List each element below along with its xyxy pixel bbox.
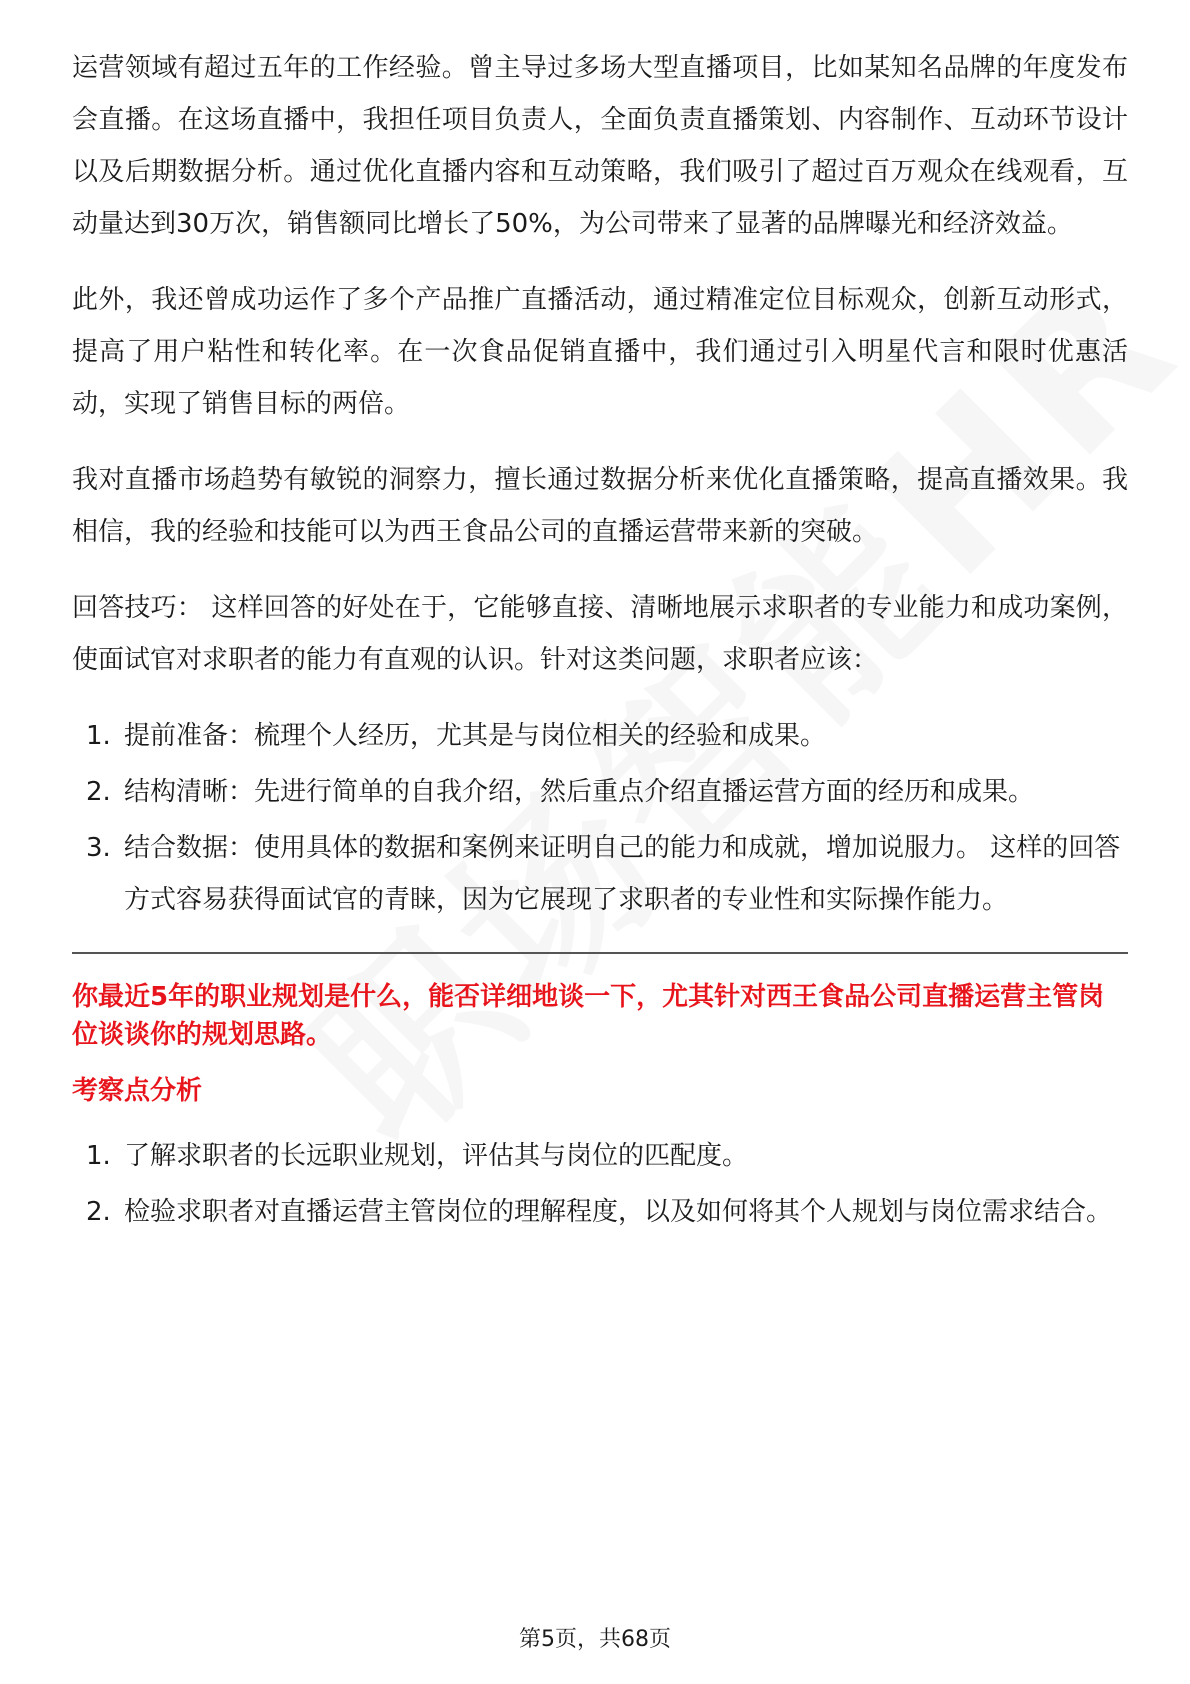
analysis-list <box>72 1130 1128 1238</box>
list-item <box>72 822 1128 926</box>
list-number: 2. <box>86 1197 111 1227</box>
list-item <box>72 1186 1128 1238</box>
list-text: 了解求职者的长远职业规划，评估其与岗位的匹配度。 <box>124 1141 749 1171</box>
list-text: 结构清晰：先进行简单的自我介绍，然后重点介绍直播运营方面的经历和成果。 <box>124 777 1035 807</box>
list-number: 1. <box>86 721 111 751</box>
paragraph-answer-tips: 回答技巧： 这样回答的好处在于，它能够直接、清晰地展示求职者的专业能力和成功案例，使面试官对求职者的能力有直观的认识。针对这类问题，求职者应该： <box>72 593 1128 675</box>
analysis-title: 考察点分析 <box>72 1076 203 1106</box>
list-text: 提前准备：梳理个人经历，尤其是与岗位相关的经验和成果。 <box>124 721 827 751</box>
list-number: 1. <box>86 1141 111 1171</box>
paragraph-insight: 我对直播市场趋势有敏锐的洞察力，擅长通过数据分析来优化直播策略，提高直播效果。我相信，我的经验和技能可以为西王食品公司的直播运营带来新的突破。 <box>72 465 1128 547</box>
list-text: 结合数据：使用具体的数据和案例来证明自己的能力和成就，增加说服力。 这样的回答方式容易获得面试官的青睐，因为它展现了求职者的专业性和实际操作能力。 <box>124 833 1121 915</box>
list-number: 2. <box>86 777 111 807</box>
page-footer: 第5页，共68页 <box>519 1627 671 1652</box>
list-number: 3. <box>86 833 111 863</box>
list-text: 检验求职者对直播运营主管岗位的理解程度，以及如何将其个人规划与岗位需求结合。 <box>124 1197 1113 1227</box>
section-divider <box>72 952 1128 954</box>
list-item <box>72 710 1128 762</box>
paragraph-additional: 此外，我还曾成功运作了多个产品推广直播活动，通过精准定位目标观众，创新互动形式，提高了用户粘性和转化率。在一次食品促销直播中，我们通过引入明星代言和限时优惠活动，实现了销售目标的两倍。 <box>72 285 1128 419</box>
list-item <box>72 766 1128 818</box>
paragraph-experience: 运营领域有超过五年的工作经验。曾主导过多场大型直播项目，比如某知名品牌的年度发布会直播。在这场直播中，我担任项目负责人，全面负责直播策划、内容制作、互动环节设计以及后期数据分析。通过优化直播内容和互动策略，我们吸引了超过百万观众在线观看，互动量达到30万次，销售额同比增长了50%，为公司带来了显著的品牌曝光和经济效益。 <box>72 53 1128 239</box>
question-heading: 你最近5年的职业规划是什么，能否详细地谈一下，尤其针对西王食品公司直播运营主管岗位谈谈你的规划思路。 <box>72 982 1105 1050</box>
list-item <box>72 1130 1128 1182</box>
tips-list <box>72 710 1128 926</box>
document-body <box>72 42 1128 1242</box>
